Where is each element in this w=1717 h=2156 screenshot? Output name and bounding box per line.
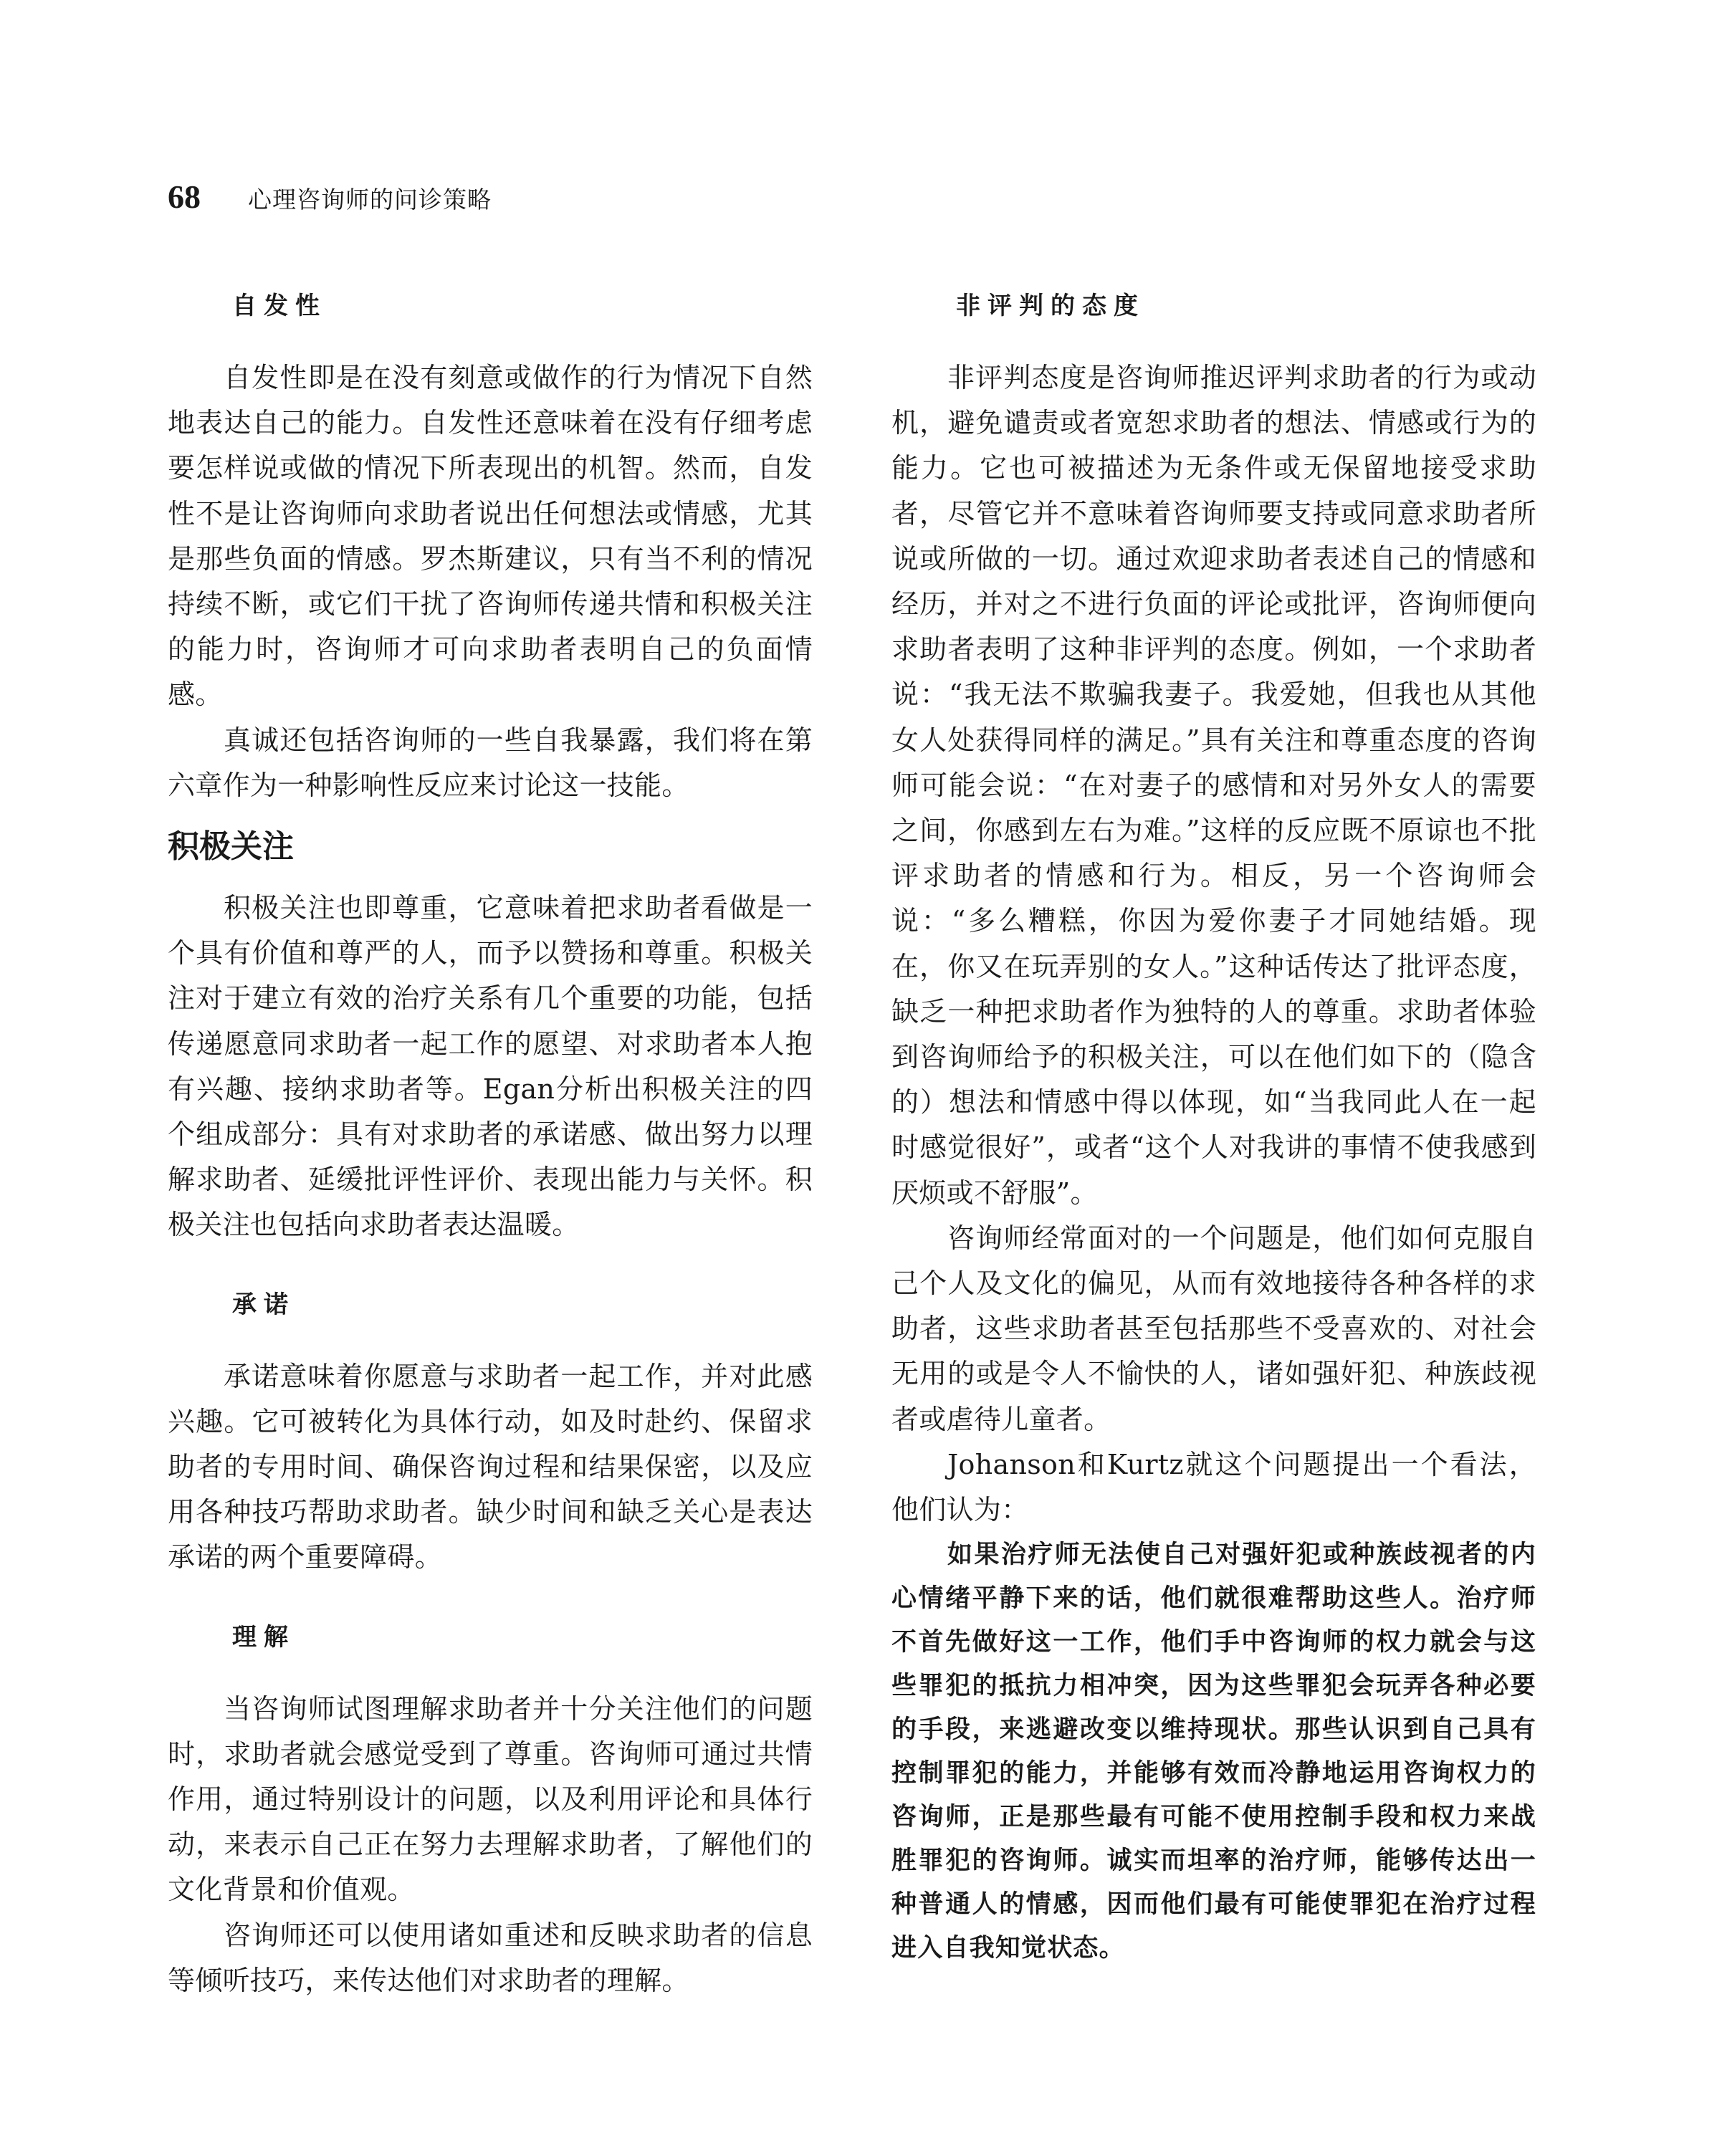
- spacer: [168, 1248, 813, 1284]
- heading-spontaneity: 自发性: [232, 292, 327, 320]
- paragraph-nonjudgmental-3: Johanson和Kurtz就这个问题提出一个看法，他们认为：: [891, 1448, 1536, 1526]
- paragraph-positive-regard: 积极关注也即尊重，它意味着把求助者看做是一个具有价值和尊严的人，而予以赞扬和尊重。积极关注对于建立有效的治疗关系有几个重要的功能，包括传递愿意同求助者一起工作的愿望、对求助者本人抱有兴趣、接纳求助者等。Egan分析出积极关注的四个组成部分：具有对求助者的承诺感、做出努力以理解求助者、延缓批评性评价、表现出能力与关怀。积极关注也包括向求助者表达温暖。: [168, 892, 813, 1241]
- left-column: [168, 285, 813, 2003]
- book-title: 心理咨询师的问诊策略: [248, 186, 492, 214]
- heading-nonjudgmental: 非评判的态度: [956, 292, 1145, 320]
- paragraph-understanding-2: 咨询师还可以使用诸如重述和反映求助者的信息等倾听技巧，来传达他们对求助者的理解。: [168, 1919, 813, 1996]
- heading-understanding: 理解: [232, 1622, 295, 1652]
- spacer: [168, 1581, 813, 1616]
- paragraph-commitment: 承诺意味着你愿意与求助者一起工作，并对此感兴趣。它可被转化为具体行动，如及时赴约、保留求助者的专用时间、确保咨询过程和结果保密，以及应用各种技巧帮助求助者。缺少时间和缺乏关心是表达承诺的两个重要障碍。: [168, 1360, 813, 1573]
- section-title-positive-regard: 积极关注: [168, 828, 294, 866]
- right-column: [891, 285, 1536, 1970]
- running-header: [168, 178, 492, 221]
- paragraph-spontaneity-2: 真诚还包括咨询师的一些自我暴露，我们将在第六章作为一种影响性反应来讨论这一技能。: [168, 724, 813, 801]
- block-quote: 如果治疗师无法使自己对强奸犯或种族歧视者的内心情绪平静下来的话，他们就很难帮助这些人。治疗师不首先做好这一工作，他们手中咨询师的权力就会与这些罪犯的抵抗力相冲突，因为这些罪犯会玩弄各种必要的手段，来逃避改变以维持现状。那些认识到自己具有控制罪犯的能力，并能够有效而冷静地运用咨询权力的咨询师，正是那些最有可能不使用控制手段和权力来战胜罪犯的咨询师。诚实而坦率的治疗师，能够传达出一种普通人的情感，因而他们最有可能使罪犯在治疗过程进入自我知觉状态。: [891, 1540, 1536, 1963]
- paragraph-nonjudgmental-2: 咨询师经常面对的一个问题是，他们如何克服自己个人及文化的偏见，从而有效地接待各种各样的求助者，这些求助者甚至包括那些不受喜欢的、对社会无用的或是令人不愉快的人，诸如强奸犯、种族歧视者或虐待儿童者。: [891, 1222, 1536, 1435]
- paragraph-understanding-1: 当咨询师试图理解求助者并十分关注他们的问题时，求助者就会感觉受到了尊重。咨询师可通过共情作用，通过特别设计的问题，以及利用评论和具体行动，来表示自己正在努力去理解求助者，了解他们的文化背景和价值观。: [168, 1692, 813, 1906]
- page-number: 68: [168, 178, 201, 215]
- paragraph-nonjudgmental-1: 非评判态度是咨询师推迟评判求助者的行为或动机，避免谴责或者宽恕求助者的想法、情感或行为的能力。它也可被描述为无条件或无保留地接受求助者，尽管它并不意味着咨询师要支持或同意求助者所说或所做的一切。通过欢迎求助者表述自己的情感和经历，并对之不进行负面的评论或批评，咨询师便向求助者表明了这种非评判的态度。例如，一个求助者说：“我无法不欺骗我妻子。我爱她，但我也从其他女人处获得同样的满足。”具有关注和尊重态度的咨询师可能会说：“在对妻子的感情和对另外女人的需要之间，你感到左右为难。”这样的反应既不原谅也不批评求助者的情感和行为。相反，另一个咨询师会说：“多么糟糕，你因为爱你妻子才同她结婚。现在，你又在玩弄别的女人。”这种话传达了批评态度，缺乏一种把求助者作为独特的人的尊重。求助者体验到咨询师给予的积极关注，可以在他们如下的（隐含的）想法和情感中得以体现，如“当我同此人在一起时感觉很好”，或者“这个人对我讲的事情不使我感到厌烦或不舒服”。: [891, 362, 1536, 1209]
- heading-commitment: 承诺: [232, 1290, 295, 1319]
- paragraph-spontaneity-1: 自发性即是在没有刻意或做作的行为情况下自然地表达自己的能力。自发性还意味着在没有仔细考虑要怎样说或做的情况下所表现出的机智。然而，自发性不是让咨询师向求助者说出任何想法或情感，尤其是那些负面的情感。罗杰斯建议，只有当不利的情况持续不断，或它们干扰了咨询师传递共情和积极关注的能力时，咨询师才可向求助者表明自己的负面情感。: [168, 362, 813, 711]
